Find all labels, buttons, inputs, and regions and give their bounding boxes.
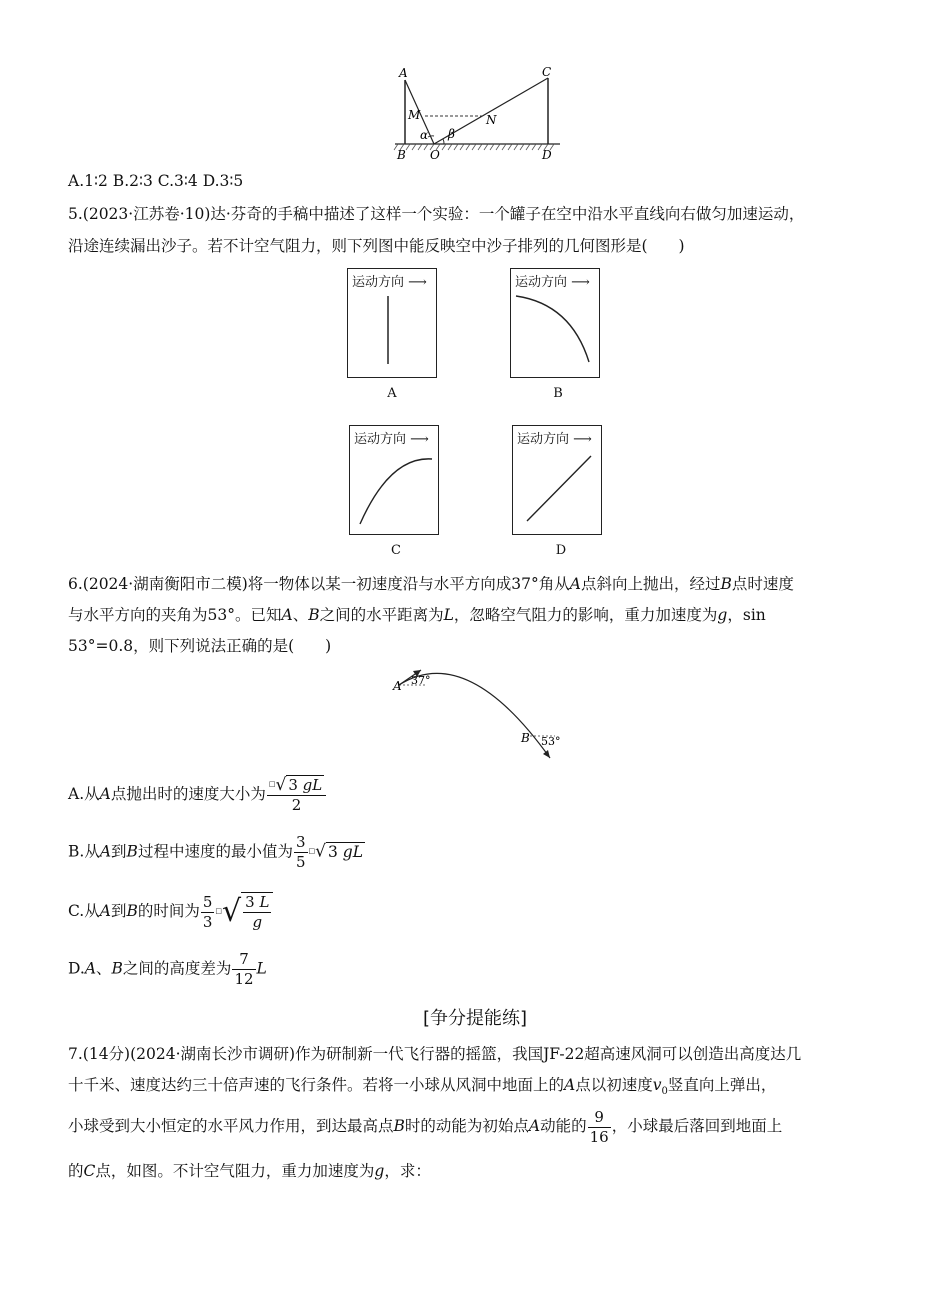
q5-panel-b-label: B (553, 386, 563, 401)
projectile-figure (385, 660, 575, 765)
svg-text:β: β (448, 127, 455, 141)
q5-panel-b-graph (511, 269, 599, 377)
svg-text:M: M (408, 108, 421, 122)
svg-text:C: C (542, 65, 552, 79)
q7-text-line-3: 小球受到大小恒定的水平风力作用，到达最高点B时的动能为初始点A动能的 $\frac{9}{16}$ ，小球最后落回到地面上 (68, 1107, 783, 1146)
q5-panel-d (512, 425, 602, 535)
q6-option-b-fraction: $\frac{3}{5}$ (295, 833, 306, 871)
q5-panel-d-graph (513, 426, 601, 534)
q6-option-c: C.从A到B的时间为 $\frac{5}{3}$ □√ $\frac{3 L}{g}$ (68, 890, 274, 933)
svg-text:α: α (420, 128, 429, 142)
q6-option-c-fraction: $\frac{5}{3}$ (202, 892, 213, 931)
q6-option-b: B.从A到B过程中速度的最小值为 $\frac{3}{5}$ □√ 3 gL (68, 833, 363, 871)
geometry-figure (390, 60, 565, 165)
q5-text-line-1: 5.(2023·江苏卷·10)达·芬奇的手稿中描述了这样一个实验：一个罐子在空中沿水平直线向右做匀加速运动， (68, 205, 805, 223)
q5-panel-c (349, 425, 439, 535)
q6-option-d: D.A、B之间的高度差为 $\frac{7}{12}$ L (68, 950, 267, 988)
q6-text-line-1: 6.(2024·湖南衡阳市二模)将一物体以某一初速度沿与水平方向成37°角从A点斜向上抛出，经过B点时速度 (68, 575, 794, 593)
q5-panel-b (510, 268, 600, 378)
q6-text-line-2: 与水平方向的夹角为53°。已知A、B之间的水平距离为L，忽略空气阻力的影响，重力加速度为g，sin (68, 606, 766, 624)
q5-panel-c-label: C (391, 543, 401, 558)
q5-panel-a-graph (348, 269, 436, 377)
q7-fraction: $\frac{9}{16}$ (589, 1107, 609, 1146)
q6-option-a-fraction: $\frac{^□√ 3 gL}{2}$ (267, 775, 326, 815)
q6-text-line-3: 53°=0.8，则下列说法正确的是( ) (68, 637, 332, 655)
q5-panel-a-label: A (387, 386, 397, 401)
q5-panel-d-label: D (555, 543, 567, 558)
svg-text:A: A (393, 679, 402, 693)
svg-text:N: N (486, 113, 497, 127)
svg-text:37°: 37° (411, 674, 431, 687)
q7-text-line-1: 7.(14分)(2024·湖南长沙市调研)作为研制新一代飞行器的摇篮，我国JF-22超高速风洞可以创造出高度达几 (68, 1045, 802, 1063)
q5-panel-c-title: 运动方向 ⟶ (354, 432, 429, 447)
section-title: [争分提能练] (422, 1008, 528, 1029)
q5-text-line-2: 沿途连续漏出沙子。若不计空气阻力，则下列图中能反映空中沙子排列的几何图形是( ) (68, 237, 685, 255)
svg-text:A: A (399, 66, 408, 80)
q6-option-c-radical: $\frac{3 L}{g}$ (241, 892, 273, 932)
q5-panel-c-graph (350, 426, 438, 534)
svg-text:B: B (521, 731, 530, 745)
q5-panel-b-title: 运动方向 ⟶ (515, 275, 590, 290)
q5-panel-a-title: 运动方向 ⟶ (352, 275, 427, 290)
svg-text:O: O (430, 148, 440, 162)
q7-text-line-4: 的C点，如图。不计空气阻力，重力加速度为g，求： (68, 1162, 431, 1180)
svg-text:53°: 53° (541, 735, 561, 748)
q5-panel-a (347, 268, 437, 378)
q5-panel-d-title: 运动方向 ⟶ (517, 432, 592, 447)
q6-option-a: A.从A点抛出时的速度大小为 $\frac{^□√ 3 gL}{2}$ (68, 775, 327, 815)
q6-option-d-fraction: $\frac{7}{12}$ (234, 950, 254, 988)
svg-text:B: B (397, 148, 406, 162)
q4-options: A.1∶2 B.2∶3 C.3∶4 D.3∶5 (68, 172, 244, 190)
q7-text-line-2: 十千米、速度达约三十倍声速的飞行条件。若将一小球从风洞中地面上的A点以初速度$v_0$竖直向上弹出， (68, 1076, 777, 1098)
svg-text:D: D (542, 148, 552, 162)
